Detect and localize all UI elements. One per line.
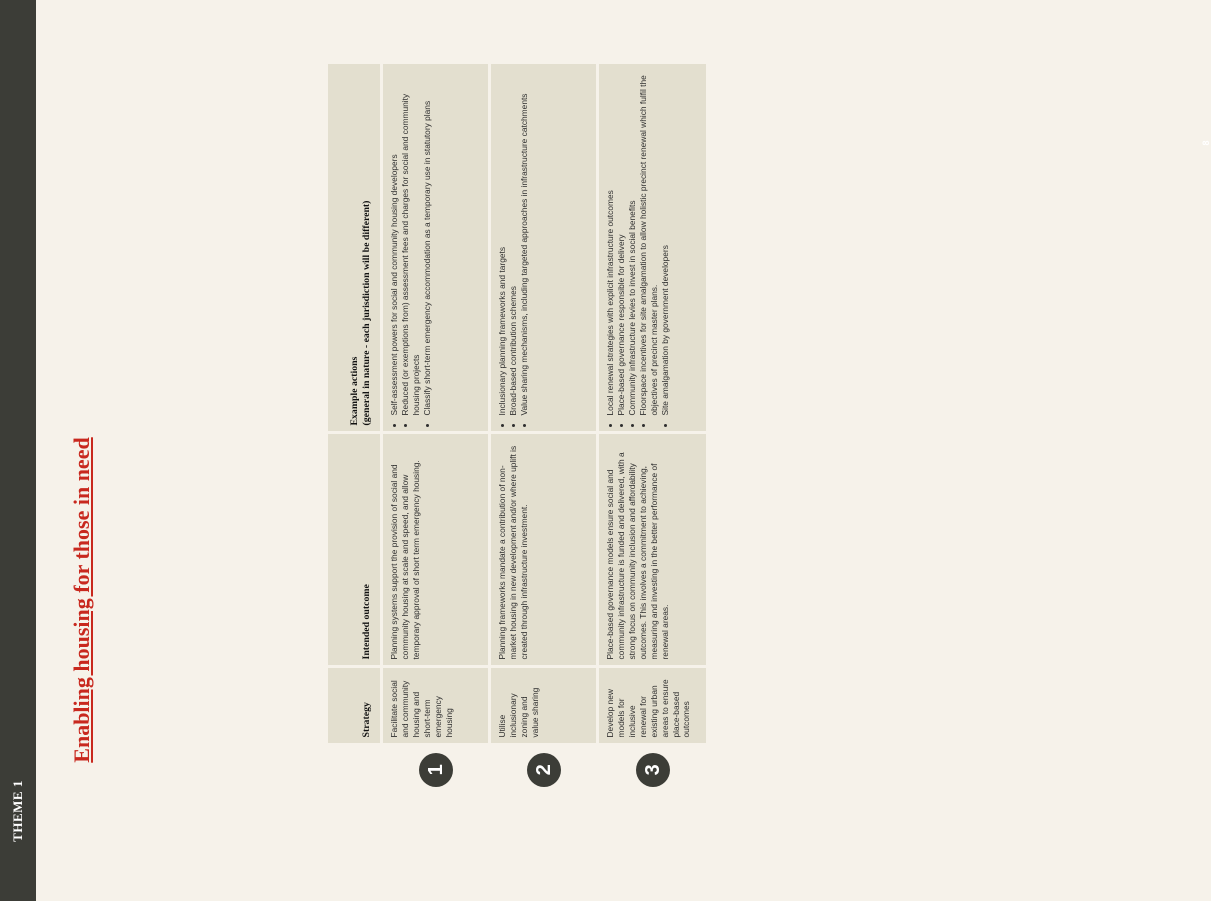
strategy-cell: Utilise inclusionary zoning and value sharing (490, 667, 598, 745)
page-title: Enabling housing for those in need (69, 437, 94, 763)
action-item: • Inclusionary planning frameworks and targets (497, 71, 508, 416)
table-row (490, 63, 598, 793)
action-item: • Floorspace incentives for site amalgamation to allow holistic precinct renewal which fulfil the objectives of precinct master plans. (638, 71, 660, 416)
row-number-cell (382, 745, 490, 793)
strategy-cell: Develop new models for inclusive renewal for existing urban areas to ensure place-based outcomes (598, 667, 708, 745)
row-number-badge: 3 (636, 753, 670, 787)
actions-header (327, 63, 382, 433)
strategy-table-container (325, 63, 735, 793)
action-item: • Classify short-term emergency accommodation as a temporary use in statutory plans (422, 71, 433, 416)
action-item: • Broad-based contribution schemes (508, 71, 519, 416)
action-item: • Self-assessment powers for social and community housing developers (389, 71, 400, 416)
actions-list (389, 71, 433, 426)
table-header-row (327, 63, 382, 793)
table-row (598, 63, 708, 793)
table-row (382, 63, 490, 793)
outcome-cell: Planning frameworks mandate a contribution of non-market housing in new development and/or where uplift is created through infrastructure investment. (490, 433, 598, 667)
actions-cell (382, 63, 490, 433)
actions-header-note: (general in nature - each jurisdiction will be different) (361, 200, 373, 426)
outcome-header: Intended outcome (327, 433, 382, 667)
actions-list (497, 71, 530, 426)
row-number-cell (490, 745, 598, 793)
theme-label: THEME 1 (10, 780, 25, 842)
action-item: • Value sharing mechanisms, including targeted approaches in infrastructure catchments (519, 71, 530, 416)
number-header (327, 745, 382, 793)
action-item: • Community infrastructure levies to invest in social benefits (627, 71, 638, 416)
actions-list (605, 71, 671, 426)
strategy-cell: Facilitate social and community housing and short-term emergency housing (382, 667, 490, 745)
theme-band (0, 0, 36, 901)
outcome-cell: Place-based governance models ensure social and community infrastructure is funded and delivered, with a strong focus on community inclusion and affordability outcomes. This involves a commitment to achieving, measuring and investing in the better performance of renewal areas. (598, 433, 708, 667)
actions-cell (598, 63, 708, 433)
strategy-header: Strategy (327, 667, 382, 745)
actions-header-title: Example actions (348, 356, 360, 426)
row-number-badge: 2 (527, 753, 561, 787)
action-item: • Place-based governance responsible for delivery (616, 71, 627, 416)
outcome-cell: Planning systems support the provision of social and community housing at scale and speed, and allow temporary approval of short term emergency housing. (382, 433, 490, 667)
action-item: • Local renewal strategies with explicit infrastructure outcomes (605, 71, 616, 416)
page-number: 8 (1201, 140, 1211, 146)
actions-cell (490, 63, 598, 433)
strategy-table (325, 62, 709, 794)
row-number-cell (598, 745, 708, 793)
action-item: • Site amalgamation by government developers (660, 71, 671, 416)
row-number-badge: 1 (419, 753, 453, 787)
action-item: • Reduced (or exemptions from) assessment fees and charges for social and community housing projects (400, 71, 422, 416)
